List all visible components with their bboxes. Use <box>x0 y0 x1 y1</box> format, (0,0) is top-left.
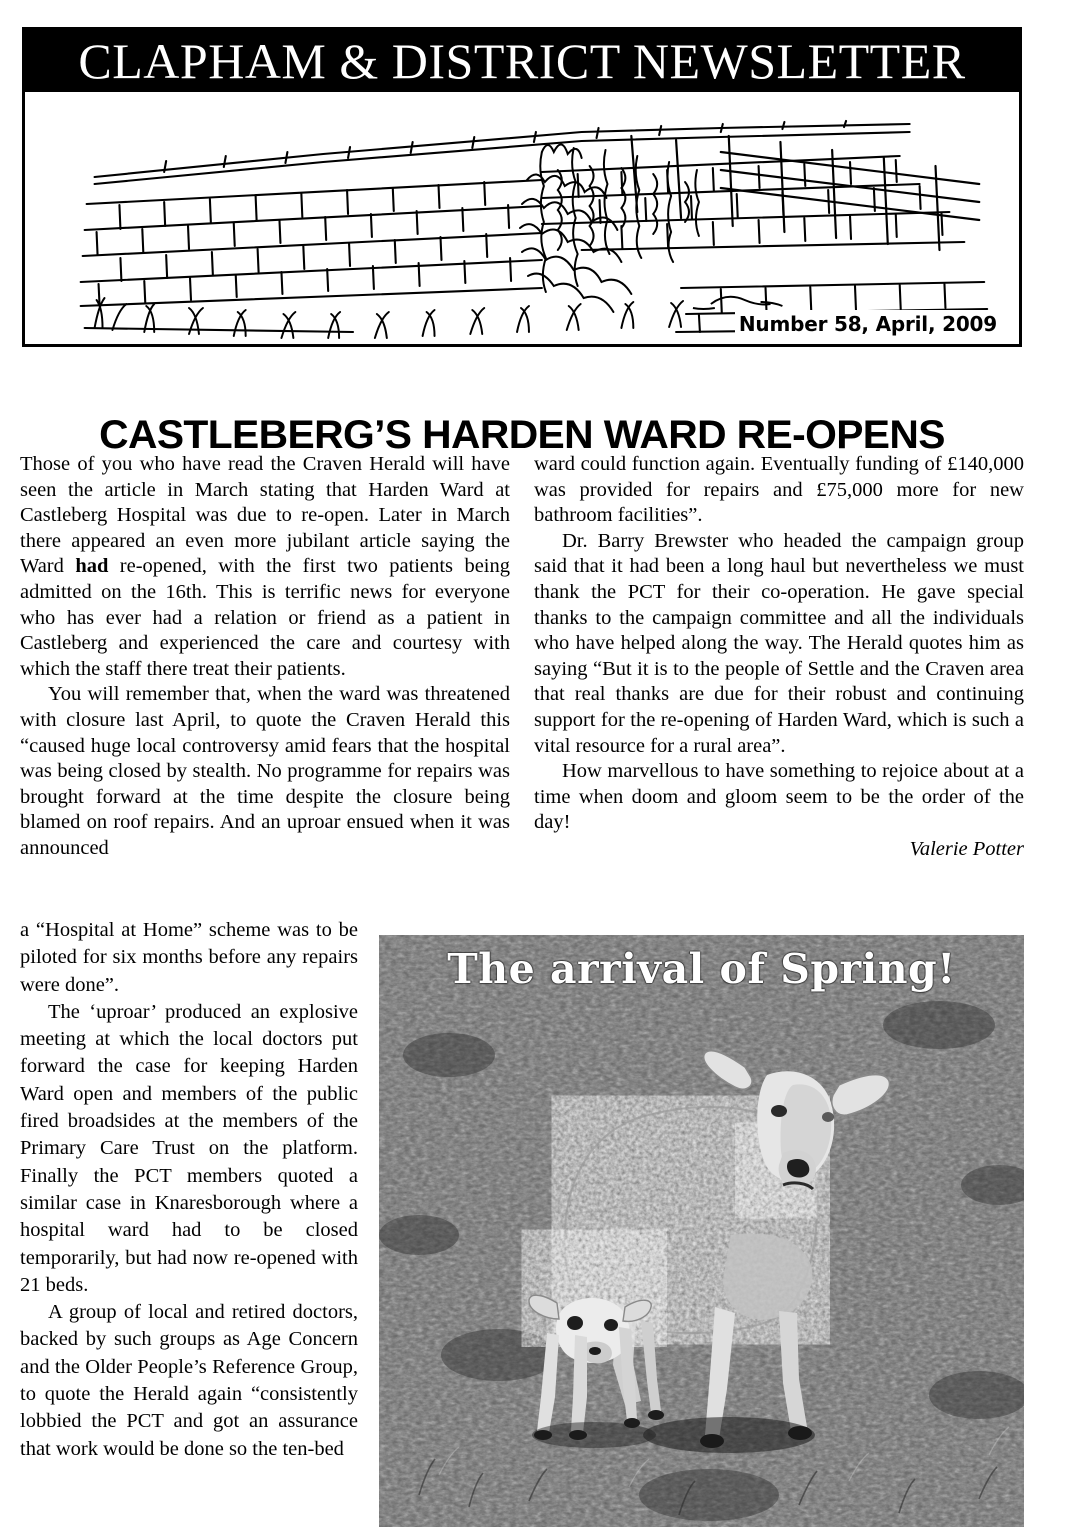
paragraph-text: How marvellous to have something to rejoice about at a time when doom and gloom seem to be the order of the day! <box>534 760 1024 834</box>
newsletter-title: CLAPHAM & DISTRICT NEWSLETTER <box>78 33 966 89</box>
paragraph <box>20 999 358 1299</box>
issue-number: Number 58, April, 2009 <box>735 310 1001 338</box>
paragraph-text: a “Hospital at Home” scheme was to be piloted for six months before any repairs were done”. <box>20 919 358 996</box>
emphasised-word: had <box>75 555 109 578</box>
paragraph-text: A group of local and retired doctors, backed by such groups as Age Concern and the Older People’s Reference Group, to quote the Herald again “consistently lobbied the PCT and got an assurance that work would be done so the ten-bed <box>20 1301 358 1460</box>
spring-photo <box>379 935 1024 1527</box>
drystone-wall-illustration <box>25 92 1019 347</box>
paragraph-text: The ‘uproar’ produced an explosive meeting at which the local doctors put forward the case for keeping Harden Ward open and members of the public fired broadsides at the members of the Primary Care Trust on the platform. Finally the PCT members quoted a similar case in Knaresborough where a hospital ward had to be closed temporarily, but had now re-opened with 21 beds. <box>20 1000 358 1296</box>
masthead-title-bar <box>25 30 1019 92</box>
paragraph <box>534 529 1024 759</box>
masthead <box>22 27 1022 347</box>
paragraph <box>20 1299 358 1463</box>
paragraph <box>534 452 1024 529</box>
paragraph <box>20 682 510 861</box>
right-column <box>534 452 1024 863</box>
paragraph-text: Dr. Barry Brewster who headed the campaign group said that it had been a long haul but nevertheless we must thank the PCT for their co-operation. He gave special thanks to the campaign committee and all the individuals who have helped along the way. The Herald quotes him as saying “But it is to the people of Settle and the Craven area that real thanks are due for their robust and continuing support for the re-opening of Harden Ward, which is such a vital resource for a rural area”. <box>534 529 1024 757</box>
photo-caption: The arrival of Spring! <box>447 945 956 993</box>
left-column-upper <box>20 452 510 862</box>
paragraph <box>20 917 358 999</box>
article-headline: CASTLEBERG’S HARDEN WARD RE-OPENS <box>99 412 945 457</box>
paragraph-text-part2: You will remember that, when the ward was threatened with closure last April, to quote the Craven Herald this “caused huge local controversy amid fears that the hospital was being closed by stealth. No programme for repairs was brought forward at the time despite the closure being blamed on roof repairs. And an uproar ensued when it was announced <box>20 683 510 859</box>
paragraph-text: ward could function again. Eventually funding of £140,000 was provided for repairs and £75,000 more for new bathroom facilities”. <box>534 453 1024 527</box>
paragraph-text-part1: Those of you who have read the Craven Herald will have seen the article in March stating that Harden Ward at Castleberg Hospital was due to re-open. Later in March there appeared an even more jubilant article saying the Ward had re-opened, with the first two patients being admitted on the 16th. This is terrific news for everyone who has ever had a relation or friend as a patient in Castleberg and experienced the care and courtesy with which the staff there treat their patients. <box>20 453 510 680</box>
paragraph <box>20 452 510 682</box>
left-column-lower <box>20 917 358 1463</box>
paragraph <box>534 759 1024 836</box>
article-byline: Valerie Potter <box>909 837 1024 860</box>
